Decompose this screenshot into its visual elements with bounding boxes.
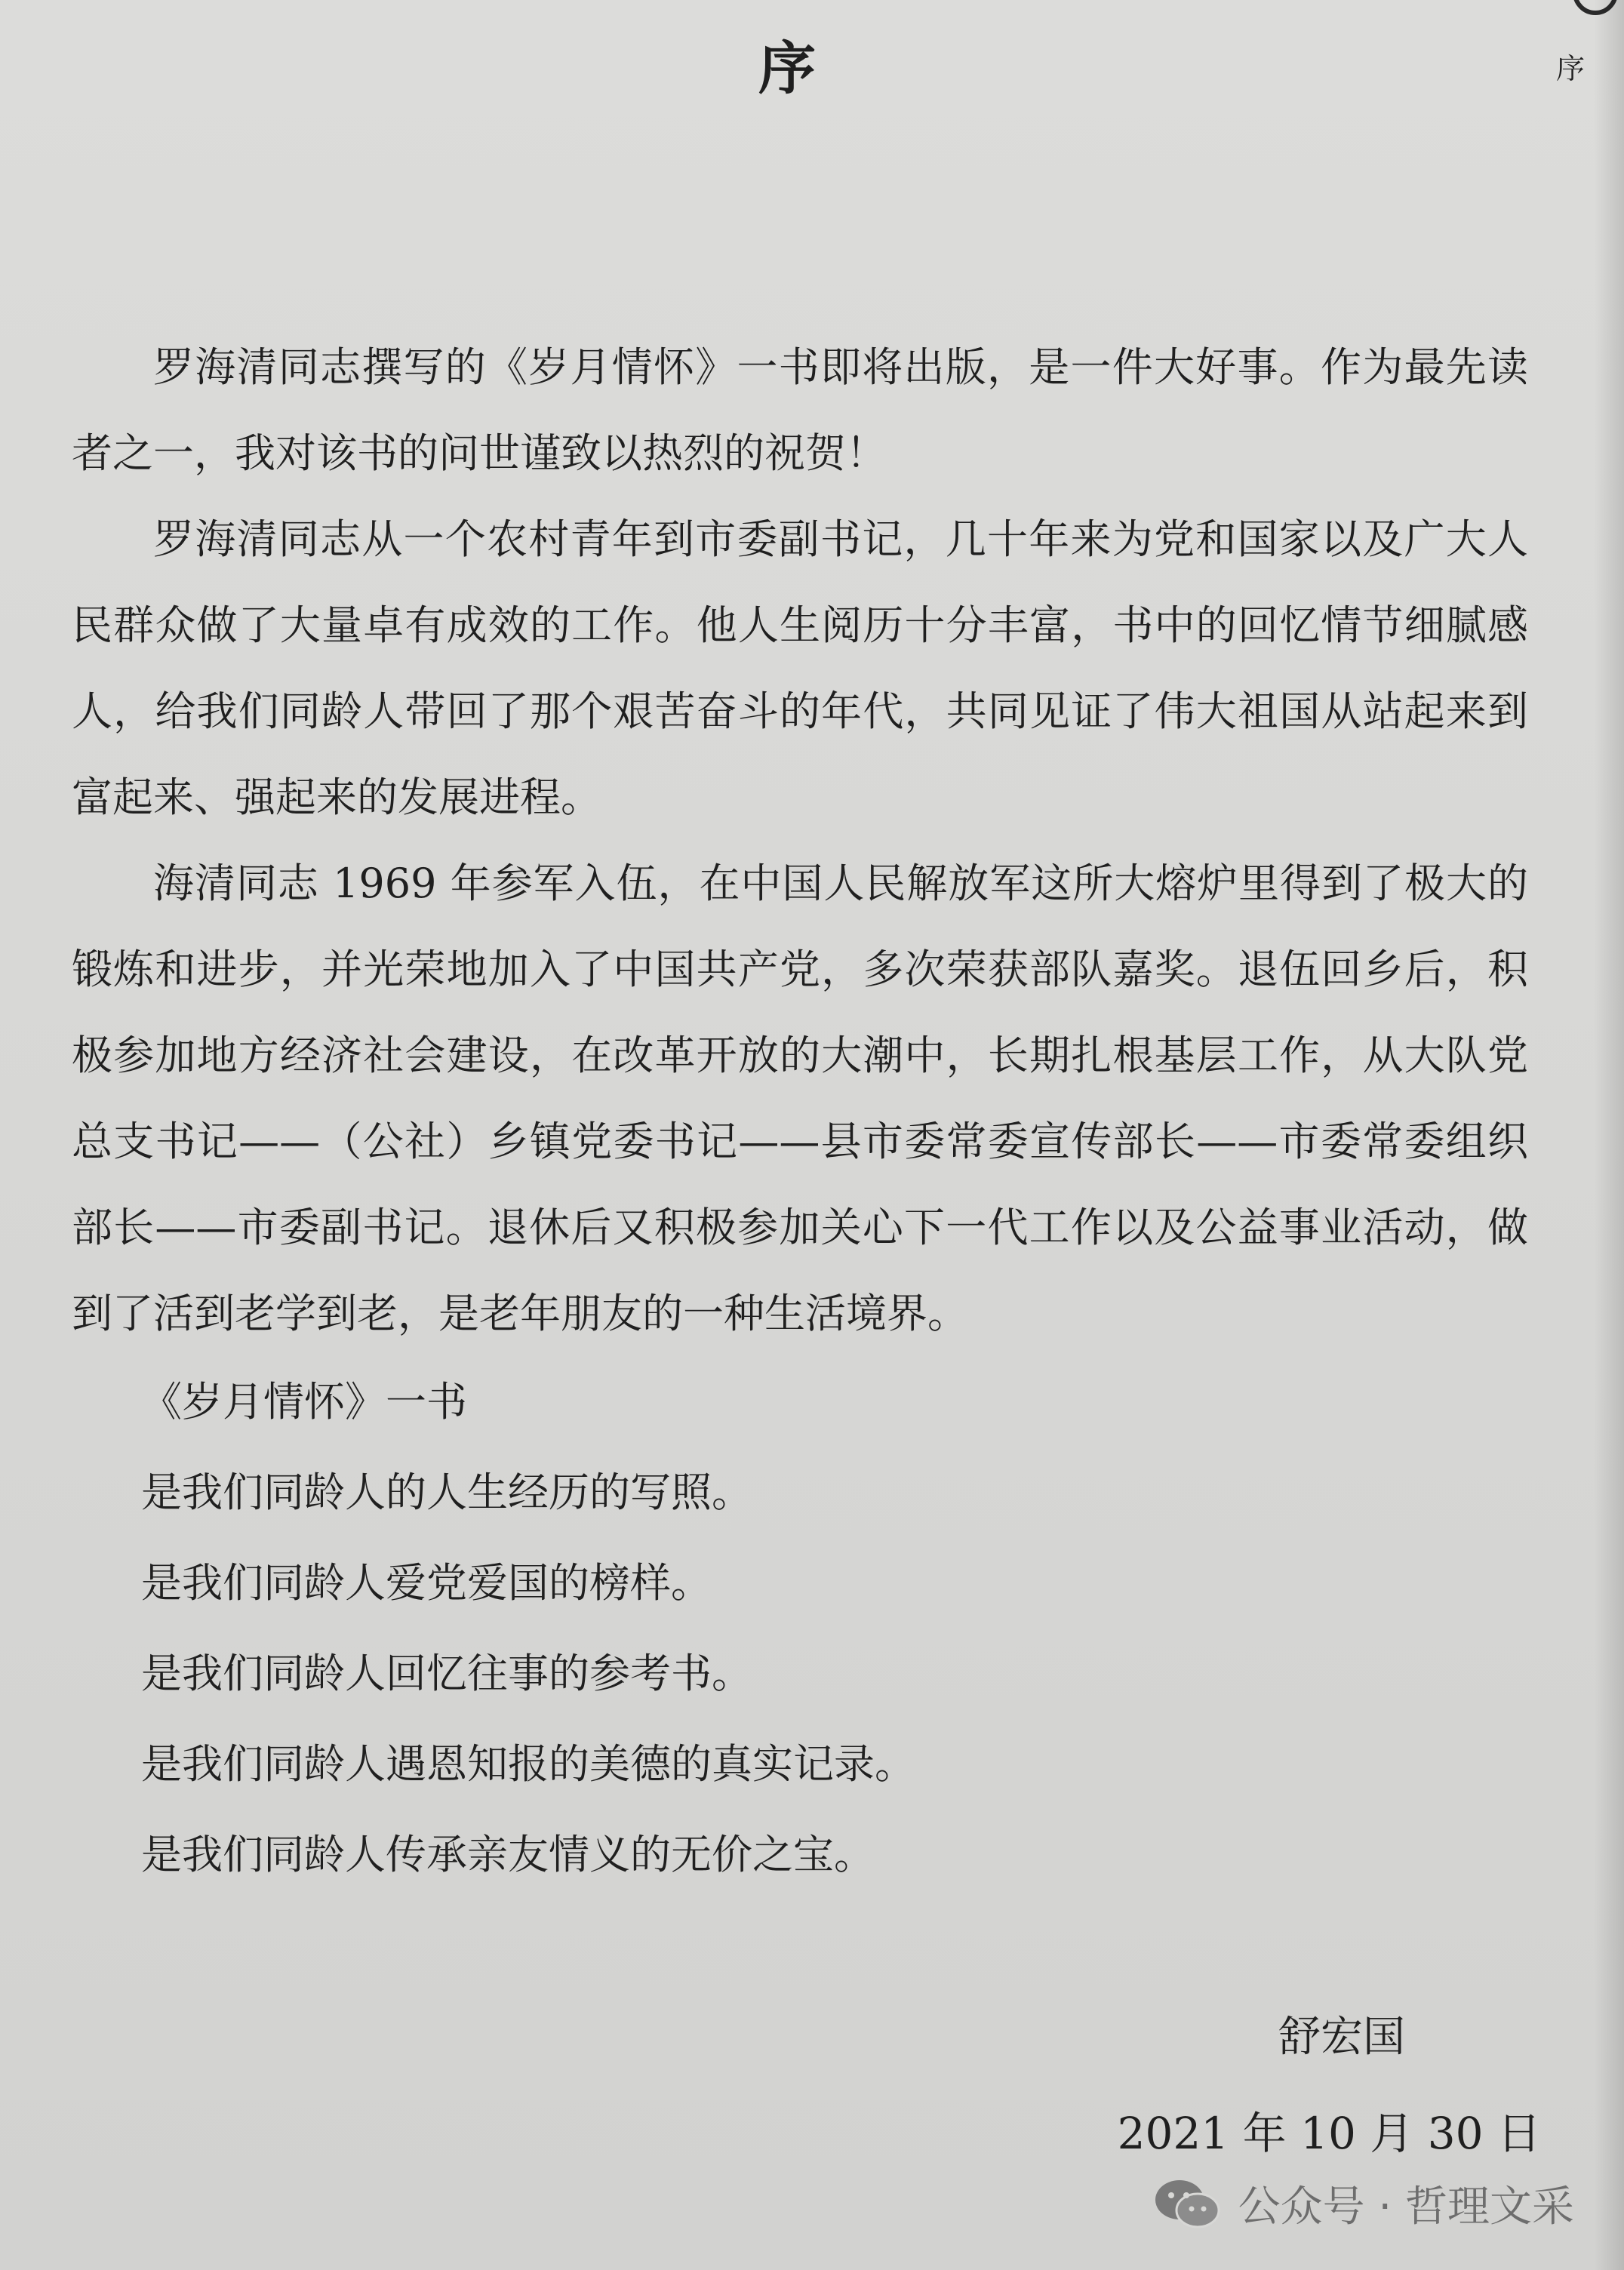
text-line: 是我们同龄人回忆往事的参考书。 — [141, 1650, 752, 1697]
signature-date: 2021 年 10 月 30 日 — [1117, 2108, 1541, 2159]
paragraph: 罗海清同志从一个农村青年到市委副书记，几十年来为党和国家以及广大人民群众做了大量卓有成效的工作。他人生阅历十分丰富，书中的回忆情节细腻感人，给我们同龄人带回了那个艰苦奋斗的年代，共同见证了伟大祖国从站起来到富起来、强起来的发展进程。 — [72, 515, 1528, 821]
wechat-icon — [1152, 2177, 1222, 2230]
page-edge-shadow — [1594, 0, 1624, 2270]
watermark-text: 公众号 · 哲理文采 — [1238, 2182, 1574, 2232]
text-line: 是我们同龄人爱党爱国的榜样。 — [141, 1559, 712, 1607]
preface-body — [72, 325, 1528, 1900]
paragraph: 海清同志 1969 年参军入伍，在中国人民解放军这所大熔炉里得到了极大的锻炼和进步，并光荣地加入了中国共产党，多次荣获部队嘉奖。退伍回乡后，积极参加地方经济社会建设，在改革开放的大潮中，长期扎根基层工作，从大队党总支书记——（公社）乡镇党委书记——县市委常委宣传部长——市委常委组织部长——市委副书记。退休后又积极参加关心下一代工作以及公益事业活动，做到了活到老学到老，是老年朋友的一种生活境界。 — [72, 860, 1528, 1337]
watermark — [1152, 2173, 1574, 2234]
text-line: 是我们同龄人传承亲友情义的无价之宝。 — [141, 1831, 875, 1878]
page-title: 序 — [758, 35, 819, 102]
author-signature: 舒宏国 — [1278, 2013, 1405, 2062]
text-line: 是我们同龄人的人生经历的写照。 — [141, 1469, 752, 1516]
text-line: 《岁月情怀》一书 — [141, 1378, 467, 1426]
paragraph: 罗海清同志撰写的《岁月情怀》一书即将出版，是一件大好事。作为最先读者之一，我对该书的问世谨致以热烈的祝贺！ — [72, 343, 1528, 477]
running-head: 序 — [1555, 52, 1585, 85]
text-line: 是我们同龄人遇恩知报的美德的真实记录。 — [141, 1740, 915, 1788]
